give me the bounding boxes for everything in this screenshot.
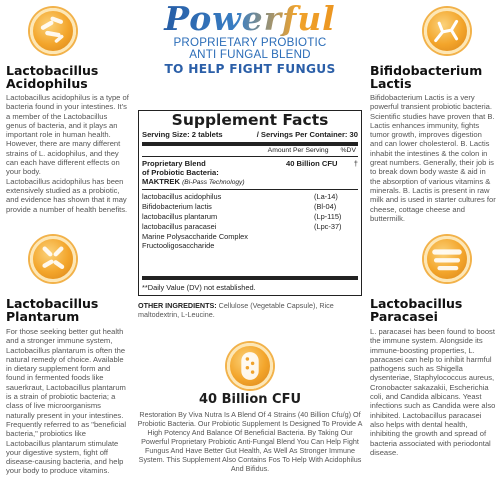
fos-line: Fructooligosaccharide [142,241,215,250]
marine-complex-line: Marine Polysaccharide Complex [142,232,248,241]
chain-bacteria-icon [424,236,470,282]
acidophilus-title: Lactobacillus Acidophilus [6,63,99,91]
lactis-description: Bifidobacterium Lactis is a very powerful transient probiotic bacteria. Scientific studies have proven that B. Lactis enhances immunity, fights tumor growth, improves digestion and can lower cholesterol. B. Lactis inhabit the intestines & the colon in great numbers. Generally, their job is to break down body waste & aid in the absorption of various vitamins & minerals. B. Lactis is present in raw milk and is used in starter cultures for cheese, cottage cheese and buttermilk. [370,93,496,223]
subtitle-line-2: ANTI FUNGAL BLEND [189,48,311,61]
serving-info: Serving Size: 2 tablets / Servings Per Container: 30 [142,130,358,146]
strain-row: lactobacillus plantarum (Lp-115) [142,212,342,221]
paracasei-title: Lactobacillus Paracasei [370,296,463,324]
capsule-bacteria-icon [227,343,273,389]
cfu-description: Restoration By Viva Nutra Is A Blend Of 4 Strains (40 Billion Cfu/g) Of Probiotic Bacteria. Our Probiotic Supplement Is Designed To Provide A High Potency And Balance Of Beneficial Bacteria. By Taking Our Powerful Proprietary Probiotic Anti-Fungal Blend You Can Help Fight Fungus And Have Better Gut Health, As Well As Stronger Immune System. This Supplement Also Contains Fos To Help With Acidophilus And Bifidus. [137,410,363,473]
hero-title: Powerful [133,2,367,36]
cfu-title: 40 Billion CFU [198,392,302,407]
branched-bacteria-icon [424,8,470,54]
paracasei-description: L. paracasei has been found to boost the immune system. Alongside its immune-boosting properties, L. paracasei can help to inhibit harmful pathogens such as Shigella dysenteriae, Staphylococcus aureus, Cronobacter sakazakii, Escherichia coli, and Candida albicans. Yeast infections such as Candida were also inhibited. Lactobacillus paracasei also helps with dental health, inhibiting the growth and spread of bacteria associated with periodontal disease. [370,327,496,457]
acidophilus-description: Lactobacillus acidophilus is a type of bacteria found in your intestines. It's a member of the Lactobacillus genus of bacteria, and it plays an important role in human health. However, there are many different strains of L. acidophilus, and they can each have different effects on your body. Lactobacillus acidophilus has been extensively studied as a probiotic, and evidence has shown that it may provide a number of health benefits. [6,93,129,214]
plantarum-title: Lactobacillus Plantarum [6,296,99,324]
other-ingredients: OTHER INGREDIENTS: Cellulose (Vegetable Capsule), Rice maltodextrin, L-Leucine. [138,301,334,319]
facts-title: Supplement Facts [171,111,329,129]
strain-row: lactobacillus paracasei (Lpc-37) [142,222,342,231]
rod-cluster-icon [30,236,76,282]
supplement-facts-panel [138,110,362,296]
lactis-title: Bifidobacterium Lactis [370,63,483,91]
rod-bacteria-icon [30,8,76,54]
amount-header: Amount Per Serving %DV [142,146,358,157]
strain-row: lactobacillus acidophilus (La-14) [142,192,338,201]
maktrek-line: MAKTREK (Bi-Pass Technology) [142,177,358,190]
subtitle-line-1: PROPRIETARY PROBIOTIC [173,36,327,49]
plantarum-description: For those seeking better gut health and a stronger immune system, Lactobacillus plantarum is often the natural remedy of choice. Available in dietary supplement form and found in fermented foods like sauerkraut, Lactobacillus plantarum is a strain of probiotic bacteria; a class of live microorganisms naturally present in your intestines. Frequently referred to as "beneficial bacteria," probiotics like Lactobacillus plantarum stimulate your digestive system, fight off disease-causing bacteria, and help your body to produce vitamins. [6,327,127,476]
dv-note: **Daily Value (DV) not established. [142,276,358,292]
blend-row: Proprietary Blend of Probiotic Bacteria: 40 Billion CFU † [142,159,358,177]
subtitle-line-3: TO HELP FIGHT FUNGUS [164,62,336,76]
strain-row: Bifidobacterium lactis (Bl-04) [142,202,337,211]
